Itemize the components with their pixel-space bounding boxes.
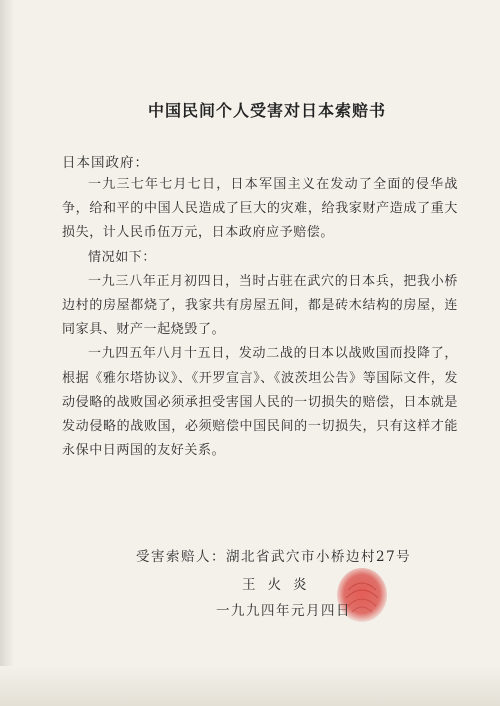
paragraph-1938-incident: 一九三八年正月初四日，当时占驻在武穴的日本兵，把我小桥边村的房屋都烧了，我家共有房屋五间，都是砖木结构的房屋，连同家具、财产一起烧毁了。 xyxy=(62,273,458,338)
letter xyxy=(52,18,482,686)
document-date: 一九九四年元月四日 xyxy=(216,603,351,619)
claimant-line: 受害索赔人：湖北省武穴市小桥边村27号 xyxy=(136,549,412,565)
page-edge-shadow xyxy=(0,0,14,706)
paragraph-intro: 一九三七年七月七日，日本军国主义在发动了全面的侵华战争，给和平的中国人民造成了巨大的灾难，给我家财产造成了重大损失，计人民币伍万元，日本政府应予赔偿。 xyxy=(62,177,458,241)
paragraph-situation-heading: 情况如下： xyxy=(88,249,157,265)
addressee: 日本国政府： xyxy=(62,155,149,171)
claimant-name: 王火炎 xyxy=(242,577,319,593)
document-title: 中国民间个人受害对日本索赔书 xyxy=(147,101,386,120)
paragraph-1945-basis: 一九四五年八月十五日，发动二战的日本以战败国而投降了，根据《雅尔塔协议》、《开罗宣言》、《波茨坦公告》等国际文件，发动侵略的战败国必须承担受害国人民的一切损失的赔偿，日本就是发动侵略的战败国，必须赔偿中国民间的一切损失，只有这样才能永保中日两国的友好关系。 xyxy=(62,346,458,459)
letter-body xyxy=(62,173,458,463)
